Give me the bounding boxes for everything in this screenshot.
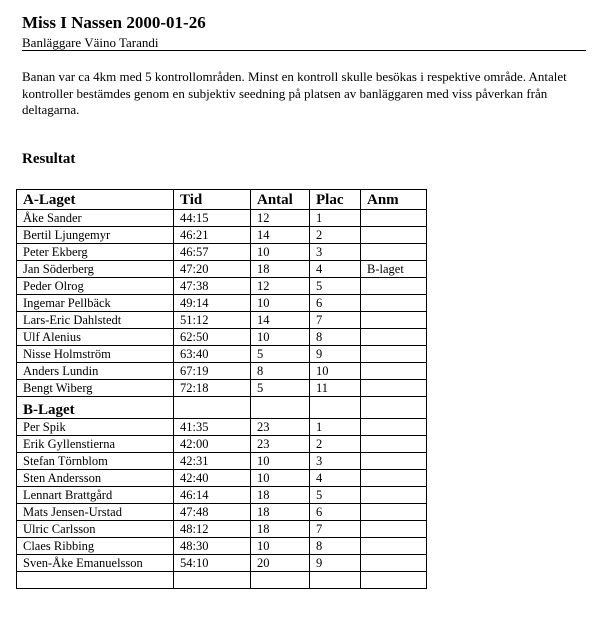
name-cell: Stefan Törnblom	[17, 453, 174, 470]
table-header-row	[17, 190, 427, 210]
place-cell: 9	[310, 346, 361, 363]
count-cell: 14	[251, 227, 310, 244]
table-row	[17, 419, 427, 436]
remark-cell	[361, 419, 427, 436]
remark-cell	[361, 521, 427, 538]
name-cell: Åke Sander	[17, 210, 174, 227]
name-cell: Lennart Brattgård	[17, 487, 174, 504]
time-cell: 42:00	[174, 436, 251, 453]
place-cell: 7	[310, 521, 361, 538]
page-title: Miss I Nassen 2000-01-26	[22, 13, 206, 32]
name-cell: Lars-Eric Dahlstedt	[17, 312, 174, 329]
name-cell: Mats Jensen-Urstad	[17, 504, 174, 521]
count-cell: 10	[251, 453, 310, 470]
place-cell: 9	[310, 555, 361, 572]
name-cell: Ulric Carlsson	[17, 521, 174, 538]
name-cell: Ingemar Pellbäck	[17, 295, 174, 312]
count-cell: 10	[251, 295, 310, 312]
place-cell: 2	[310, 227, 361, 244]
place-cell: 4	[310, 470, 361, 487]
time-cell: 47:48	[174, 504, 251, 521]
table-row	[17, 244, 427, 261]
place-cell: 3	[310, 244, 361, 261]
count-cell: 10	[251, 244, 310, 261]
time-cell: 67:19	[174, 363, 251, 380]
time-cell: 42:40	[174, 470, 251, 487]
count-cell: 18	[251, 261, 310, 278]
table-row	[17, 436, 427, 453]
name-cell: Peder Olrog	[17, 278, 174, 295]
remark-cell	[361, 210, 427, 227]
time-cell: 48:12	[174, 521, 251, 538]
table-row	[17, 521, 427, 538]
remark-cell	[361, 504, 427, 521]
place-cell: 2	[310, 436, 361, 453]
name-cell: Erik Gyllenstierna	[17, 436, 174, 453]
remark-cell: B-laget	[361, 261, 427, 278]
table-row	[17, 487, 427, 504]
name-cell: Jan Söderberg	[17, 261, 174, 278]
place-cell: 6	[310, 295, 361, 312]
count-cell: 10	[251, 538, 310, 555]
place-cell: 5	[310, 278, 361, 295]
name-cell: Peter Ekberg	[17, 244, 174, 261]
column-header-count: Antal	[251, 190, 310, 210]
count-cell: 12	[251, 210, 310, 227]
remark-cell	[361, 329, 427, 346]
name-cell: Sven-Åke Emanuelsson	[17, 555, 174, 572]
count-cell: 18	[251, 487, 310, 504]
place-cell: 5	[310, 487, 361, 504]
place-cell: 3	[310, 453, 361, 470]
remark-cell	[361, 227, 427, 244]
count-cell: 18	[251, 504, 310, 521]
name-cell: Claes Ribbing	[17, 538, 174, 555]
header-divider	[22, 50, 586, 51]
results-heading: Resultat	[22, 151, 76, 167]
table-row	[17, 346, 427, 363]
remark-cell	[361, 538, 427, 555]
table-row	[17, 453, 427, 470]
count-cell: 5	[251, 346, 310, 363]
name-cell: Nisse Holmström	[17, 346, 174, 363]
remark-cell	[361, 436, 427, 453]
table-row	[17, 261, 427, 278]
remark-cell	[361, 487, 427, 504]
table-row	[17, 380, 427, 397]
time-cell: 41:35	[174, 419, 251, 436]
column-header-remark: Anm	[361, 190, 427, 210]
place-cell: 10	[310, 363, 361, 380]
remark-cell	[361, 572, 427, 589]
count-cell	[251, 572, 310, 589]
time-cell: 47:38	[174, 278, 251, 295]
count-cell: 14	[251, 312, 310, 329]
place-cell: 1	[310, 210, 361, 227]
table-row	[17, 295, 427, 312]
time-cell: 72:18	[174, 380, 251, 397]
time-cell: 46:14	[174, 487, 251, 504]
name-cell: Anders Lundin	[17, 363, 174, 380]
count-cell: 12	[251, 278, 310, 295]
count-cell: 23	[251, 419, 310, 436]
name-cell: Bengt Wiberg	[17, 380, 174, 397]
table-row	[17, 210, 427, 227]
team-b-title: B-Laget	[17, 397, 174, 419]
column-header-place: Plac	[310, 190, 361, 210]
place-cell	[310, 572, 361, 589]
count-cell: 8	[251, 363, 310, 380]
time-cell: 46:21	[174, 227, 251, 244]
count-cell: 18	[251, 521, 310, 538]
table-row	[17, 538, 427, 555]
table-row	[17, 278, 427, 295]
count-cell: 20	[251, 555, 310, 572]
time-cell: 49:14	[174, 295, 251, 312]
course-description: Banan var ca 4km med 5 kontrollområden. Minst en kontroll skulle besökas i respektive område. Antalet kontroller bestämdes genom en subjektiv seedning på platsen av banläggaren med viss påverkan från deltagarna.	[22, 69, 567, 117]
time-cell: 47:20	[174, 261, 251, 278]
time-cell: 54:10	[174, 555, 251, 572]
results-table	[16, 189, 427, 589]
time-cell: 42:31	[174, 453, 251, 470]
remark-cell	[361, 278, 427, 295]
remark-cell	[361, 453, 427, 470]
remark-cell	[361, 244, 427, 261]
remark-cell	[361, 397, 427, 419]
count-cell	[251, 397, 310, 419]
table-row	[17, 555, 427, 572]
place-cell: 1	[310, 419, 361, 436]
section-header-row	[17, 397, 427, 419]
place-cell: 11	[310, 380, 361, 397]
time-cell: 44:15	[174, 210, 251, 227]
remark-cell	[361, 346, 427, 363]
column-header-time: Tid	[174, 190, 251, 210]
place-cell: 7	[310, 312, 361, 329]
remark-cell	[361, 555, 427, 572]
count-cell: 10	[251, 470, 310, 487]
time-cell: 51:12	[174, 312, 251, 329]
count-cell: 5	[251, 380, 310, 397]
name-cell: Ulf Alenius	[17, 329, 174, 346]
count-cell: 10	[251, 329, 310, 346]
course-setter-line: Banläggare Väino Tarandi	[22, 35, 159, 50]
table-row	[17, 470, 427, 487]
name-cell: Per Spik	[17, 419, 174, 436]
table-row	[17, 227, 427, 244]
time-cell	[174, 572, 251, 589]
name-cell: Sten Andersson	[17, 470, 174, 487]
place-cell: 8	[310, 329, 361, 346]
column-header-team-a: A-Laget	[17, 190, 174, 210]
remark-cell	[361, 470, 427, 487]
remark-cell	[361, 363, 427, 380]
table-row	[17, 329, 427, 346]
place-cell: 8	[310, 538, 361, 555]
time-cell	[174, 397, 251, 419]
time-cell: 62:50	[174, 329, 251, 346]
remark-cell	[361, 380, 427, 397]
time-cell: 46:57	[174, 244, 251, 261]
table-row	[17, 363, 427, 380]
remark-cell	[361, 295, 427, 312]
table-row	[17, 504, 427, 521]
count-cell: 23	[251, 436, 310, 453]
time-cell: 63:40	[174, 346, 251, 363]
remark-cell	[361, 312, 427, 329]
table-row	[17, 312, 427, 329]
place-cell: 4	[310, 261, 361, 278]
empty-row	[17, 572, 427, 589]
place-cell: 6	[310, 504, 361, 521]
name-cell: Bertil Ljungemyr	[17, 227, 174, 244]
time-cell: 48:30	[174, 538, 251, 555]
name-cell	[17, 572, 174, 589]
place-cell	[310, 397, 361, 419]
